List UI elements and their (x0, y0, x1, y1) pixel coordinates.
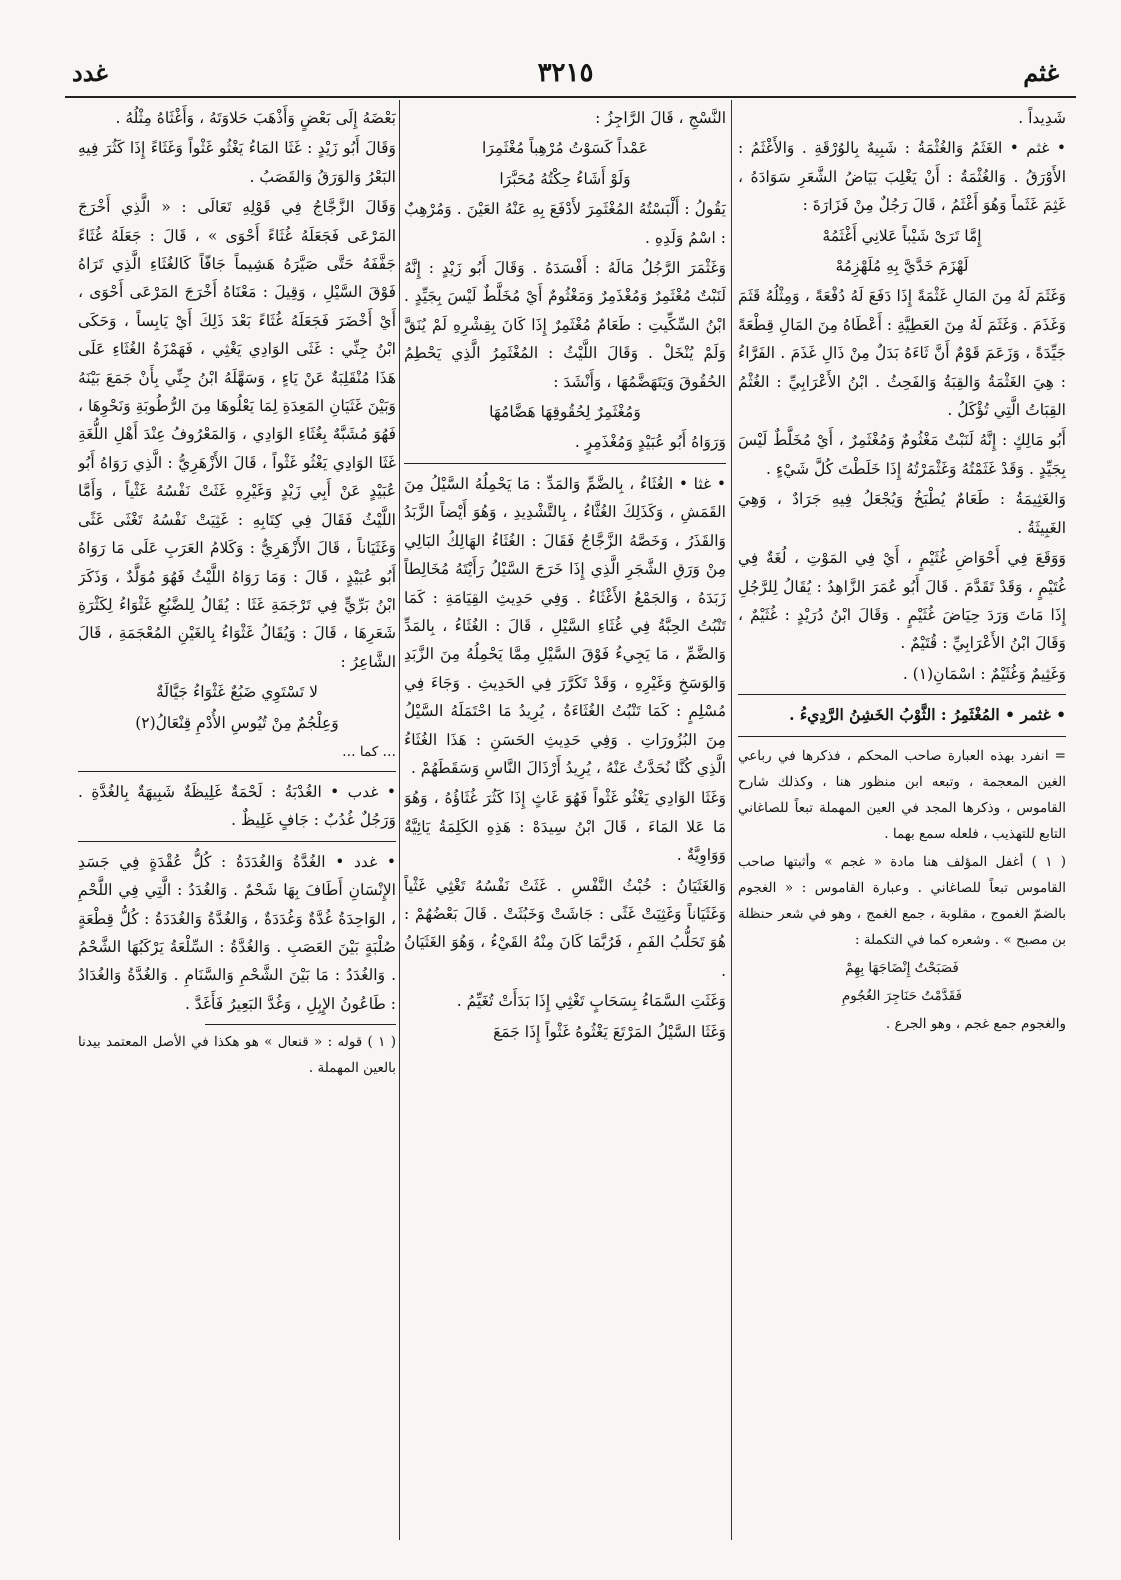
paragraph: وَغَثَا الوَادِي يَغْثُو غَثْواً فَهُوَ غَاثٍ إِذَا كَثُرَ غُثَاؤُهُ ، وَهُوَ مَا عَلا المَاءَ ، قَالَ ابْنُ سِيدَهْ : هَذِهِ الكَلِمَةُ يَائِيَّةٌ وَوَاوِيَّةٌ . (404, 789, 726, 865)
paragraph: النَّسْجِ ، قَالَ الرَّاجِزُ : (595, 109, 726, 127)
footnote: ( ١ ) أغفل المؤلف هنا مادة « غجم » وأثبتها صاحب القاموس تبعاً للصاغاني . وعبارة القاموس : « الغجوم بالضمّ الغموج ، مقلوبة ، جمع الغمج ، وهو في شعر حنظلة بن مصبح » . وشعره كما في التكملة : (738, 853, 1066, 948)
left-column (78, 104, 396, 1544)
header-rule (65, 96, 1076, 98)
paragraph: وَالغَثَيَانُ : خُبْثُ النَّفْسِ . غَثَتْ نَفْسُهُ تَغْثِي غَثْياً وَغَثَيَاناً وَغَثِيَتْ غَثًى : جَاشَتْ وَخَبُثَتْ . قَالَ بَعْضُهُمْ : هُوَ تَحَلُّبُ الفَمِ ، فَرُبَّمَا كَانَ مِنْهُ القَيْءُ ، وَهُوَ الغَثَيَانُ . (404, 876, 726, 980)
verse-line: عَمْداً كَسَوْتُ مُرْهِباً مُغْثَمِرَا (482, 139, 648, 158)
page-header (60, 58, 1071, 94)
column-divider-left (399, 100, 400, 1540)
paragraph: وَالغَثِيمَةُ : طَعَامٌ يُطْبَخُ وَيُجْعَلُ فِيهِ جَرَادٌ ، وَهِيَ الغَبِيثَةُ . (738, 490, 1066, 537)
paragraph: وَغَثَا السَّيْلُ المَرْتَعَ يَغْثُوهُ غَثْواً إِذَا جَمَعَ (493, 1022, 726, 1041)
verse-line: وَلَوْ أَشَاءُ حِكْتُهُ مُحَبَّرَا (499, 169, 631, 188)
footnote-continuation: = انفرد بهذه العبارة صاحب المحكم ، فذكرها في رباعي الغين المعجمة ، وتبعه ابن منظور هنا ، وكذلك شارح القاموس ، وذكرها المجد في العين المهملة تبعاً للصاغاني التابع للتهذيب ، فلعله سمع بهما . (738, 747, 1066, 842)
paragraph: وَقَالَ الزَّجَّاجُ فِي قَوْلِهِ تَعَالَى : « الَّذِي أَخْرَجَ المَرْعَى فَجَعَلَهُ غُثَاءً أَحْوَى » ، قَالَ : جَعَلَهُ غُثَاءً جَفَّفَهُ حَتَّى صَيَّرَهُ هَشِيماً جَافّاً كَالغُثَاءِ الَّذِي تَرَاهُ فَوْقَ السَّيْلِ ، وَقِيلَ : مَعْنَاهُ أَخْرَجَ المَرْعَى أَحْوَى ، أَيْ أَخْضَرَ فَجَعَلَهُ غُثَاءً بَعْدَ ذَلِكَ أَيْ يَابِساً ، وَحَكَى ابْنُ جِنِّي : غَثَى الوَادِي يَغْثِي ، فَهَمْزَةُ الغُثَاءِ عَلَى هَذَا مُنْقَلِبَةٌ عَنْ يَاءٍ ، وَسَهَّلَهُ ابْنُ جِنِّي بِأَنْ جَمَعَ بَيْنَهُ وَبَيْنَ غَثَيَانِ المَعِدَةِ لِمَا يَعْلُوهَا مِنَ الرُّطُوبَةِ وَنَحْوِهَا ، فَهُوَ مُشَبَّهٌ بِغُثَاءِ الوَادِي ، وَالمَعْرُوفُ عِنْدَ أَهْلِ اللُّغَةِ غَثَا الوَادِي يَغْثُو غَثْواً ، قَالَ الأَزْهَرِيُّ : الَّذِي رَوَاهُ أَبُو عُبَيْدٍ عَنْ أَبِي زَيْدٍ وَغَيْرِهِ غَثَتْ نَفْسُهُ غَثْياً ، وَأَمَّا اللَّيْثُ فَقَالَ فِي كِتَابِهِ : غَثِيَتْ نَفْسُهُ تَغْثَى غَثًى وَغَثَيَاناً ، قَالَ الأَزْهَرِيُّ : وَكَلامُ العَرَبِ عَلَى مَا رَوَاهُ أَبُو عُبَيْدٍ ، قَالَ : وَمَا رَوَاهُ اللَّيْثُ فَهُوَ مُوَلَّدٌ ، وَذَكَرَ ابْنُ بَرِّيٍّ فِي تَرْجَمَةِ غَثَا : يُقَالُ لِلضَّبُعِ غَثْوَاءُ لِكَثْرَةِ شَعَرِهَا ، قَالَ : وَيُقَالُ غَثْوَاءُ بِالغَيْنِ المُعْجَمَةِ ، قَالَ الشَّاعِرُ : (78, 198, 396, 671)
header-right-word: غثم (1023, 58, 1059, 87)
entry-ghathmar: • غثمر • المُغْثَمِرُ : الثَّوْبُ الخَشِنُ الرَّدِيءُ . (789, 705, 1066, 725)
entry-ghathm: • غثم • الغَثَمُ وَالغُثْمَةُ : شَبِيهٌ بِالوُرْقَةِ . وَالأَغْثَمُ : الأَوْرَقُ . وَالغُثْمَةُ : أَنْ يَغْلِبَ بَيَاضُ الشَّعَرِ سَوَادَهُ ، غَثِمَ غَثَماً وَهُوَ أَغْثَمُ ، قَالَ رَجُلٌ مِنْ فَزَارَةَ : (738, 139, 1066, 215)
entry-ghadb: • غدب • الغُدْبَةُ : لَحْمَةٌ غَلِيظَةٌ شَبِيهَةٌ بِالغُدَّةِ . وَرَجُلٌ غُدُبٌ : جَافٍ غَلِيظٌ . (78, 782, 396, 830)
verse-line: لا تَسْتَوِي ضَبُعٌ غَثْوَاءُ جَيَّالَةٌ (156, 683, 318, 702)
footnote-rule (205, 1024, 396, 1025)
entry-ghadd: • غدد • الغُدَّةُ وَالغُدَدَةُ : كُلُّ عُقْدَةٍ فِي جَسَدِ الإِنْسَانِ أَطَافَ بِهَا شَحْمٌ . وَالغُدَدُ : الَّتِي فِي اللَّحْمِ ، الوَاحِدَةُ غُدَّةٌ وَغُدَدَةٌ ، وَالغُدَّةُ وَالغُدَدَةُ : كُلُّ قِطْعَةٍ صُلْبَةٍ بَيْنَ العَصَبِ . وَالغُدَّةُ : السِّلْعَةُ يَرْكَبُهَا الشَّحْمُ . وَالغُدَدُ : مَا بَيْنَ الشَّحْمِ وَالسَّنَامِ . وَالغُدَّةُ وَالغُدَادُ : طَاعُونُ الإِبِلِ ، وَغُدَّ البَعِيرُ فَأَغَدَّ . (78, 852, 396, 1013)
paragraph: وَغَثْمَرَ الرَّجُلُ مَالَهُ : أَفْسَدَهُ . وَقَالَ أَبُو زَيْدٍ : إِنَّهُ لَنَبْتٌ مُغْثَمِرٌ وَمُغْذَمِرٌ وَمَغْثُومٌ أَيْ مُخَلَّطٌ لَيْسَ بِجَيِّدٍ . ابْنُ السِّكِّيتِ : طَعَامٌ مُغْثَمِرٌ إِذَا كَانَ بِقِشْرِهِ لَمْ يُنَقَّ وَلَمْ يُنْخَلْ . وَقَالَ اللَّيْثُ : المُغْثَمِرُ الَّذِي يَحْطِمُ الحُقُوقَ وَيَتَهَضَّمُهَا ، وَأَنْشَدَ : (404, 259, 726, 391)
footnote: والغجوم جمع غجم ، وهو الجرع . (885, 1015, 1066, 1032)
verse-line: إِمَّا تَرَىْ شَيْباً عَلانِي أَغْثَمُهْ (822, 226, 982, 245)
header-left-word: غدد (72, 58, 108, 87)
section-rule (78, 771, 396, 772)
middle-column (404, 104, 726, 1544)
section-rule (738, 694, 1066, 695)
paragraph: أَبُو مَالِكٍ : إِنَّهُ لَنَبْتٌ مَغْثُومٌ وَمُغْثَمِرٌ ، أَيْ مُخَلَّطٌ لَيْسَ بِجَيِّدٍ . وَقَدْ غَثَمْتُهُ وَغَثْمَرْتُهُ إِذَا خَلَطْتَ كُلَّ شَيْءٍ . (738, 431, 1066, 478)
footnote: ( ١ ) قوله : « قنعال » هو هكذا في الأصل المعتمد بيدنا بالعين المهملة . (78, 1034, 396, 1077)
paragraph: شَدِيداً . (1018, 109, 1066, 127)
entry-ghatha: • غثا • الغُثَاءُ ، بِالضَّمِّ وَالمَدِّ : مَا يَحْمِلُهُ السَّيْلُ مِنَ القَمَشِ ، وَكَذَلِكَ الغُثَّاءُ ، بِالتَّشْدِيدِ ، وَهُوَ أَيْضاً الزَّبَدُ وَالقَذَرُ ، وَخَصَّهُ الزَّجَّاجُ فَقَالَ : الغُثَاءُ الهَالِكُ البَالِي مِنْ وَرَقِ الشَّجَرِ الَّذِي إِذَا خَرَجَ السَّيْلُ رَأَيْتَهُ مُخَالِطاً زَبَدَهُ ، وَالجَمْعُ الأَغْثَاءُ . وَفِي حَدِيثِ القِيَامَةِ : كَمَا تَنْبُتُ الحِبَّةُ فِي غُثَاءِ السَّيْلِ ، قَالَ : الغُثَاءُ ، بِالمَدِّ وَالضَّمِّ ، مَا يَجِيءُ فَوْقَ السَّيْلِ مِمَّا يَحْمِلُهُ مِنَ الزَّبَدِ وَالوَسَخِ وَغَيْرِهِ ، وَقَدْ تَكَرَّرَ فِي الحَدِيثِ . وَجَاءَ فِي مُسْلِمٍ : كَمَا تَنْبُتُ الغُثَاءَةُ ، يُرِيدُ مَا احْتَمَلَهُ السَّيْلُ مِنَ البُزُورَاتِ . وَفِي حَدِيثِ الحَسَنِ : هَذَا الغُثَاءُ الَّذِي كُنَّا نُحَدَّثُ عَنْهُ ، يُرِيدُ أَرْذَالَ النَّاسِ وَسَقَطَهُمْ . (404, 474, 726, 777)
paragraph: وَقَالَ أَبُو زَيْدٍ : غَثَا المَاءُ يَغْثُو غَثْواً وَغَثَاءً إِذَا كَثُرَ فِيهِ البَعْرُ وَالوَرَقُ وَالقَصَبُ . (78, 139, 396, 186)
marginal-gloss: … كما … (342, 743, 396, 760)
footnote-verse: فَقَدَّمْتُ حَنَاجِرَ الغُجُومِ (841, 987, 963, 1004)
paragraph: وَوَقَعَ فِي أَحْوَاضِ غُثَيْمٍ ، أَيْ فِي المَوْتِ ، لُغَةٌ فِي غُتَيْمٍ ، وَقَدْ تَقَدَّمَ . قَالَ أَبُو عُمَرَ الزَّاهِدُ : يُقَالُ لِلرَّجُلِ إِذَا مَاتَ وَرَدَ حِيَاضَ غُثَيْمٍ . وَقَالَ ابْنُ دُرَيْدٍ : غُثَيْمٌ ، وَقَالَ ابْنُ الأَعْرَابِيِّ : قُتَيْمٌ . (738, 549, 1066, 653)
page-number: ٣٢١٥ (537, 58, 594, 88)
column-divider-right (731, 100, 732, 1540)
paragraph: بَعْضَهُ إِلَى بَعْضٍ وَأَذْهَبَ حَلاوَتَهُ ، وَأَغْثَاهُ مِثْلُهُ . (115, 109, 396, 127)
footnote-rule (738, 736, 1066, 737)
paragraph: وَرَوَاهُ أَبُو عُبَيْدٍ وَمُغْذَمِرٍ . (574, 433, 726, 452)
footnote-verse: فَصَبَحْتُ إِنْضَاجَهَا بِهِمْ (845, 959, 959, 976)
paragraph: يَقُولُ : أَلْبَسْتُهُ المُغْثَمِرَ لأَدْفَعَ بِهِ عَنْهُ العَيْنَ . وَمُرْهِبٌ : اسْمُ وَلَدِهِ . (404, 200, 726, 247)
section-rule (404, 463, 726, 464)
paragraph: وَغَثَتِ السَّمَاءُ بِسَحَابٍ تَغْثِي إِذَا بَدَأَتْ تُغَيِّمُ . (456, 992, 726, 1011)
section-rule (78, 841, 396, 842)
paragraph: وَغَثِيمٌ وَغُثَيْمٌ : اسْمَانِ(١) . (902, 664, 1066, 683)
verse-line: وَعِلْجُمٌ مِنْ تُيُوسِ الأُدْمِ قِنْعَالُ(٢) (135, 713, 339, 732)
verse-line: لَهْزَمَ خَدَّيَّ بِهِ مُلَهْزِمُهْ (835, 257, 969, 276)
right-column (738, 104, 1066, 1544)
verse-line: وَمُغْثَمِرٌ لِحُقُوقِهَا هَضَّامُهَا (489, 403, 641, 422)
paragraph: وَغَثَمَ لَهُ مِنَ المَالِ غَثْمَةً إِذَا دَفَعَ لَهُ دُفْعَةً ، وَمِثْلُهُ قَثَمَ وَغَذَمَ . وَغَثَمَ لَهُ مِنَ العَطِيَّةِ : أَعْطَاهُ مِنَ المَالِ قِطْعَةً جَيِّدَةً ، وَزَعَمَ قَوْمٌ أَنَّ ثَاءَهُ بَدَلٌ مِنْ ذَالِ غَذَمَ . الفَرَّاءُ : هِيَ الغَثْمَةُ وَالقِبَةُ وَالفَحِثُ . ابْنُ الأَعْرَابِيِّ : الغُثْمُ القِبَاتُ الَّتِي تُؤْكَلُ . (738, 287, 1066, 420)
